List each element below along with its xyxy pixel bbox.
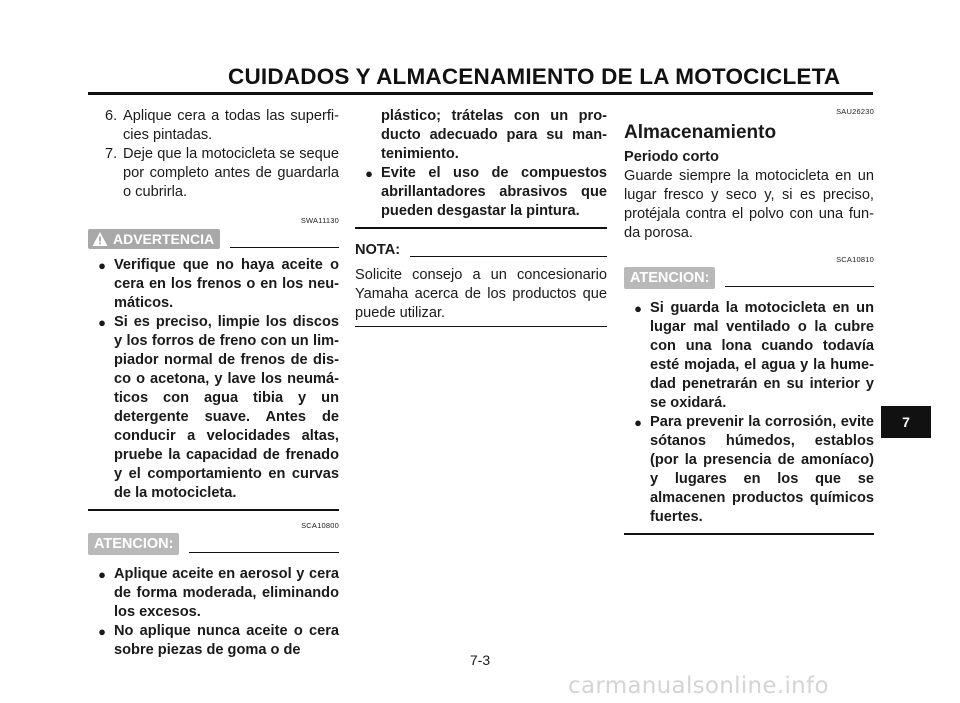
header-rule [88, 92, 873, 95]
divider [725, 286, 874, 287]
list-item [88, 565, 339, 622]
list-item [355, 107, 607, 164]
warning-label: ADVERTENCIA [113, 230, 215, 247]
divider [189, 552, 339, 553]
section-title: Almacenamiento [624, 122, 777, 143]
warning-badge [88, 229, 220, 249]
step-number: 7. [105, 146, 118, 162]
bullet-icon: ● [634, 415, 642, 430]
list-item [88, 145, 339, 202]
caution-header [88, 533, 339, 555]
list-item [88, 313, 339, 503]
caution-badge [624, 267, 715, 289]
watermark: carmanualsonline.info [568, 673, 829, 699]
bullet-icon: ● [365, 166, 373, 181]
note-header [355, 241, 607, 260]
steps-list [88, 107, 339, 202]
page-number: 7-3 [469, 652, 491, 668]
note-label: NOTA: [355, 242, 401, 258]
caution-item-text: Si guarda la motocicleta en un lugar mal ventilado o la cubre con una lona cuando todavía esté mojada, el agua y la humedad penetrarán en su interior y se oxidará. [650, 300, 874, 411]
caution-item-text: Para prevenir la corrosión, evite sótanos húmedos, establos (por la presencia de amoníaco) y lugares en los que se almacenen productos químicos fuertes. [650, 414, 874, 525]
bullet-icon: ● [98, 567, 106, 582]
caution-item-text: Aplique aceite en aerosol y cera de forma moderada, eliminando los excesos. [114, 566, 339, 620]
warning-list [88, 256, 339, 503]
list-item [88, 256, 339, 313]
bullet-icon: ● [634, 301, 642, 316]
bullet-spacer [355, 107, 381, 164]
list-item [355, 164, 607, 221]
step-number: 6. [105, 108, 118, 124]
caution-list-continued [355, 107, 607, 221]
divider [88, 509, 339, 511]
warning-item-text: Si es preciso, limpie los discos y los forros de freno con un limpiador normal de frenos de disco o acetona, y lave los neumáticos con agua tibia y un detergente suave. Antes de conducir a velocidades altas, pruebe la capacidad de frenado y el comportamiento en curvas de la motocicleta. [114, 314, 339, 501]
caution-list [88, 565, 339, 660]
page-title: CUIDADOS Y ALMACENAMIENTO DE LA MOTOCICLETA [228, 64, 841, 89]
column-3 [624, 107, 874, 535]
bullet-icon: ● [98, 315, 106, 330]
step-text: Aplique cera a todas las superficies pintadas. [123, 108, 339, 143]
bullet-icon: ● [98, 624, 106, 639]
divider [355, 227, 607, 229]
caution-code: SCA10810 [836, 255, 874, 264]
caution-item-text: No aplique nunca aceite o cera sobre piezas de goma o de [114, 623, 339, 658]
subsection-title: Periodo corto [624, 149, 719, 165]
warning-code: SWA11130 [300, 216, 339, 225]
chapter-tab: 7 [881, 406, 931, 438]
caution-code: SCA10800 [301, 521, 339, 530]
caution-item-text: Evite el uso de compuestos abrillantadores abrasivos que pueden desgastar la pintura. [381, 165, 607, 219]
step-text: Deje que la motocicleta se seque por completo antes de guardarla o cubrirla. [123, 146, 339, 200]
column-2 [355, 107, 607, 327]
divider [410, 256, 607, 257]
list-item [624, 299, 874, 413]
warning-triangle-icon [92, 231, 108, 247]
warning-header [88, 228, 339, 250]
warning-item-text: Verifique que no haya aceite o cera en los frenos o en los neumáticos. [114, 257, 339, 311]
bullet-icon: ● [98, 258, 106, 273]
section-code: SAU26230 [836, 107, 874, 116]
caution-label: ATENCION: [94, 535, 174, 552]
caution-label: ATENCION: [630, 269, 710, 286]
note-text: Solicite consejo a un concesionario Yamaha acerca de los productos que puede utilizar. [355, 267, 607, 321]
list-item [624, 413, 874, 527]
storage-paragraph: Guarde siempre la motocicleta en un lugar fresco y seco y, si es preciso, protéjala contra el polvo con una funda porosa. [624, 168, 874, 241]
caution-header [624, 267, 874, 289]
divider [624, 533, 874, 535]
caution-item-text: plástico; trátelas con un producto adecuado para su mantenimiento. [381, 108, 607, 162]
caution-badge [88, 533, 179, 555]
list-item [88, 107, 339, 145]
divider [355, 326, 607, 327]
divider [230, 247, 339, 248]
column-1 [88, 107, 339, 660]
caution-list [624, 299, 874, 527]
